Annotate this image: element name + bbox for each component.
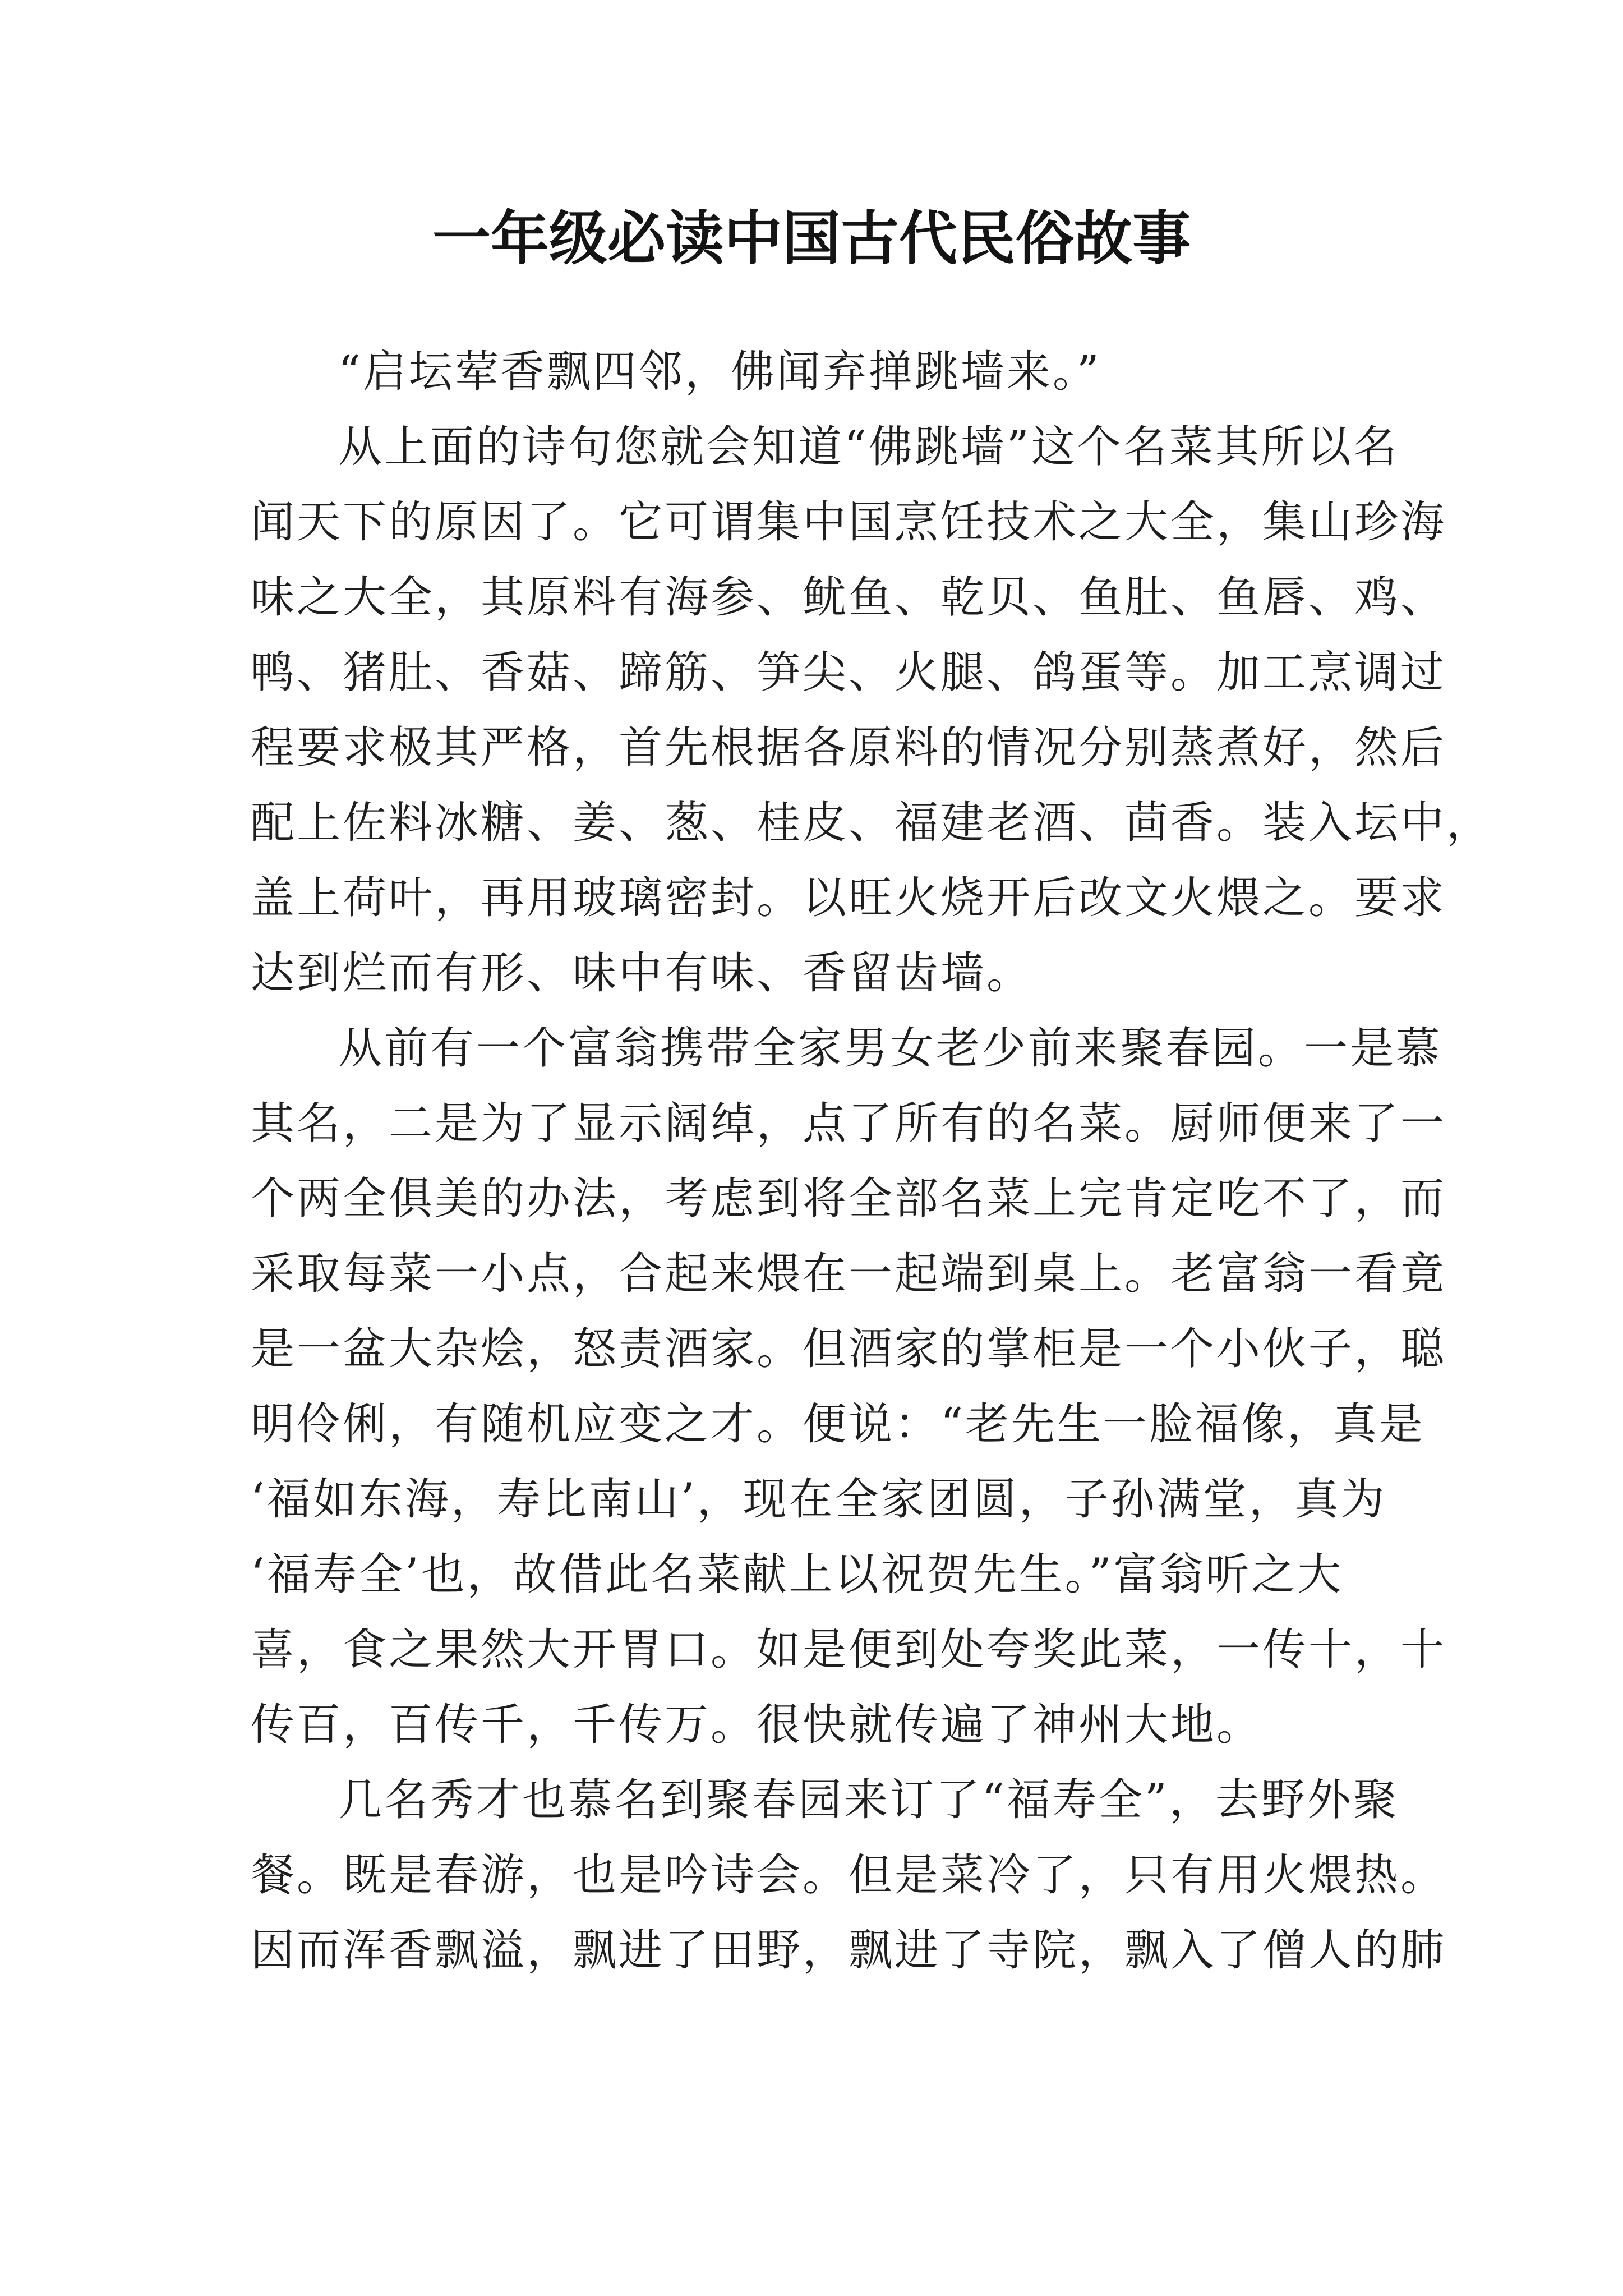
paragraph-4 <box>251 1763 1447 1988</box>
text-line: 采取每菜一小点，合起来煨在一起端到桌上。老富翁一看竟 <box>251 1249 1447 1299</box>
text-line: 味之大全，其原料有海参、鱿鱼、乾贝、鱼肚、鱼唇、鸡、 <box>251 572 1447 623</box>
text-line: ‘福如东海，寿比南山’，现在全家团圆，子孙满堂，真为 <box>251 1474 1387 1525</box>
text-line: 其名，二是为了显示阔绰，点了所有的名菜。厨师便来了一 <box>251 1098 1447 1149</box>
text-line: ‘福寿全’也，故借此名菜献上以祝贺先生。”富翁听之大 <box>251 1549 1344 1600</box>
text-line: 程要求极其严格，首先根据各原料的情况分别蒸煮好，然后 <box>251 723 1447 773</box>
text-line: 闻天下的原因了。它可谓集中国烹饪技术之大全，集山珍海 <box>251 497 1447 547</box>
text-line: 个两全俱美的办法，考虑到将全部名菜上完肯定吃不了，而 <box>251 1174 1447 1224</box>
paragraph-2 <box>251 409 1493 1011</box>
text-line: 因而浑香飘溢，飘进了田野，飘进了寺院，飘入了僧人的肺 <box>251 1925 1447 1976</box>
text-line: 盖上荷叶，再用玻璃密封。以旺火烧开后改文火煨之。要求 <box>251 873 1447 923</box>
paragraph-3 <box>251 1011 1447 1763</box>
text-line: 达到烂而有形、味中有味、香留齿墙。 <box>251 948 1033 999</box>
text-line: 喜，食之果然大开胃口。如是便到处夸奖此菜，一传十，十 <box>251 1625 1447 1675</box>
text-line: 从上面的诗句您就会知道“佛跳墙”这个名菜其所以名 <box>338 422 1399 472</box>
document-title: 一年级必读中国古代民俗故事 <box>432 204 1191 273</box>
paragraph-1 <box>251 334 1389 409</box>
text-line: 鸭、猪肚、香菇、蹄筋、笋尖、火腿、鸽蛋等。加工烹调过 <box>251 647 1447 698</box>
text-line: 配上佐料冰糖、姜、葱、桂皮、福建老酒、茴香。装入坛中， <box>251 798 1493 848</box>
text-line: 餐。既是春游，也是吟诗会。但是菜冷了，只有用火煨热。 <box>251 1850 1447 1901</box>
text-line: “启坛荤香飘四邻，佛闻弃掸跳墙来。” <box>338 347 1101 397</box>
text-line: 传百，百传千，千传万。很快就传遍了神州大地。 <box>251 1700 1263 1750</box>
text-line: 几名秀才也慕名到聚春园来订了“福寿全”，去野外聚 <box>338 1775 1399 1825</box>
text-line: 明伶俐，有随机应变之才。便说：“老先生一脸福像，真是 <box>251 1399 1425 1450</box>
document-body <box>251 334 1493 1988</box>
text-line: 从前有一个富翁携带全家男女老少前来聚春园。一是慕 <box>338 1023 1442 1074</box>
text-line: 是一盆大杂烩，怒责酒家。但酒家的掌柜是一个小伙子，聪 <box>251 1324 1447 1374</box>
